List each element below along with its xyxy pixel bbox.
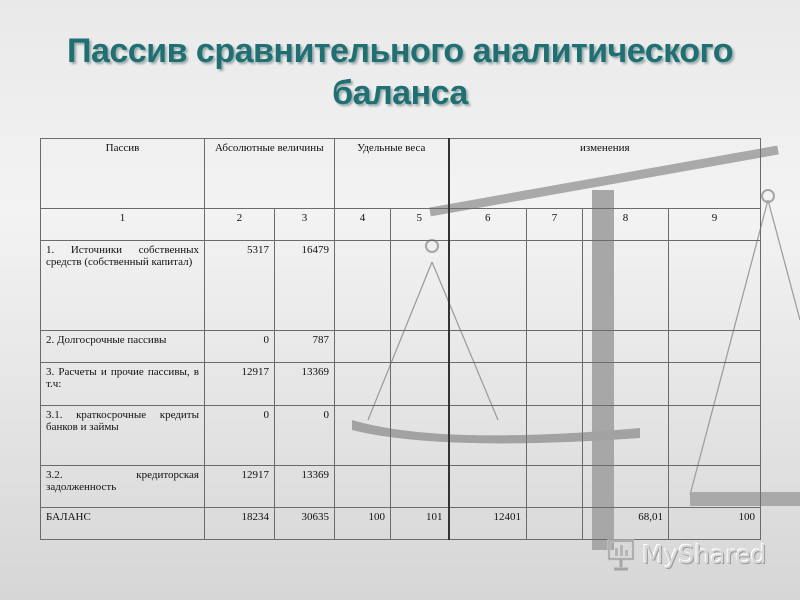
col-num: 1 (41, 209, 205, 241)
table-row (41, 331, 761, 363)
cell-abs-start: 0 (205, 406, 275, 466)
cell-abs-start: 5317 (205, 241, 275, 331)
cell-abs-end: 13369 (275, 466, 335, 508)
cell-change-structure (669, 331, 761, 363)
col-num: 4 (335, 209, 391, 241)
cell-change-pct (583, 331, 669, 363)
col-num: 5 (391, 209, 449, 241)
col-num: 8 (583, 209, 669, 241)
cell-share-start (335, 466, 391, 508)
cell-change-share (527, 406, 583, 466)
cell-change-structure (669, 363, 761, 406)
row-label: БАЛАНС (41, 508, 205, 540)
row-label: 3.1. краткосрочные кредиты банков и займы (41, 406, 205, 466)
header-absolute: Абсолютные величины (205, 139, 335, 209)
header-passive: Пассив (41, 139, 205, 209)
row-label: 1. Источники собственных средств (собственный капитал) (41, 241, 205, 331)
cell-share-end (391, 363, 449, 406)
scale-right-rope-2 (768, 200, 800, 320)
cell-abs-start: 12917 (205, 466, 275, 508)
cell-abs-end: 13369 (275, 363, 335, 406)
table-row (41, 363, 761, 406)
cell-abs-start: 18234 (205, 508, 275, 540)
watermark-text: MyShared (642, 539, 767, 569)
cell-change-pct (583, 241, 669, 331)
cell-change-share (527, 241, 583, 331)
table-row-total (41, 508, 761, 540)
cell-share-end (391, 406, 449, 466)
cell-change-abs (449, 241, 527, 331)
cell-change-abs (449, 466, 527, 508)
cell-abs-end: 0 (275, 406, 335, 466)
col-num: 7 (527, 209, 583, 241)
cell-change-abs (449, 363, 527, 406)
cell-abs-start: 0 (205, 331, 275, 363)
slide-title: Пассив сравнительного аналитического баланса (67, 32, 733, 112)
cell-share-end (391, 331, 449, 363)
col-num: 9 (669, 209, 761, 241)
row-label: 2. Долгосрочные пассивы (41, 331, 205, 363)
col-num: 3 (275, 209, 335, 241)
cell-share-start (335, 363, 391, 406)
cell-change-structure (669, 241, 761, 331)
header-changes: изменения (449, 139, 761, 209)
myshared-watermark (606, 536, 766, 572)
table-row (41, 466, 761, 508)
cell-change-abs (449, 406, 527, 466)
cell-abs-end: 30635 (275, 508, 335, 540)
column-number-row (41, 209, 761, 241)
cell-change-structure: 100 (669, 508, 761, 540)
presentation-board-icon (606, 537, 636, 571)
cell-change-share (527, 331, 583, 363)
row-label: 3. Расчеты и прочие пассивы, в т.ч: (41, 363, 205, 406)
cell-change-pct (583, 406, 669, 466)
cell-change-pct (583, 466, 669, 508)
col-num: 6 (449, 209, 527, 241)
cell-change-structure (669, 406, 761, 466)
cell-share-start (335, 406, 391, 466)
cell-share-start (335, 331, 391, 363)
cell-abs-end: 787 (275, 331, 335, 363)
col-num: 2 (205, 209, 275, 241)
header-shares: Удельные веса (335, 139, 449, 209)
table-row (41, 406, 761, 466)
cell-change-share (527, 466, 583, 508)
cell-abs-end: 16479 (275, 241, 335, 331)
table-row (41, 241, 761, 331)
header-row (41, 139, 761, 209)
cell-share-end (391, 241, 449, 331)
cell-change-structure (669, 466, 761, 508)
row-label: 3.2. кредиторская задолженность (41, 466, 205, 508)
cell-change-abs: 12401 (449, 508, 527, 540)
cell-share-end (391, 466, 449, 508)
cell-change-share (527, 508, 583, 540)
balance-table (40, 138, 761, 540)
cell-share-end: 101 (391, 508, 449, 540)
cell-share-start: 100 (335, 508, 391, 540)
cell-change-pct (583, 363, 669, 406)
cell-change-pct: 68,01 (583, 508, 669, 540)
cell-change-abs (449, 331, 527, 363)
cell-share-start (335, 241, 391, 331)
cell-change-share (527, 363, 583, 406)
cell-abs-start: 12917 (205, 363, 275, 406)
